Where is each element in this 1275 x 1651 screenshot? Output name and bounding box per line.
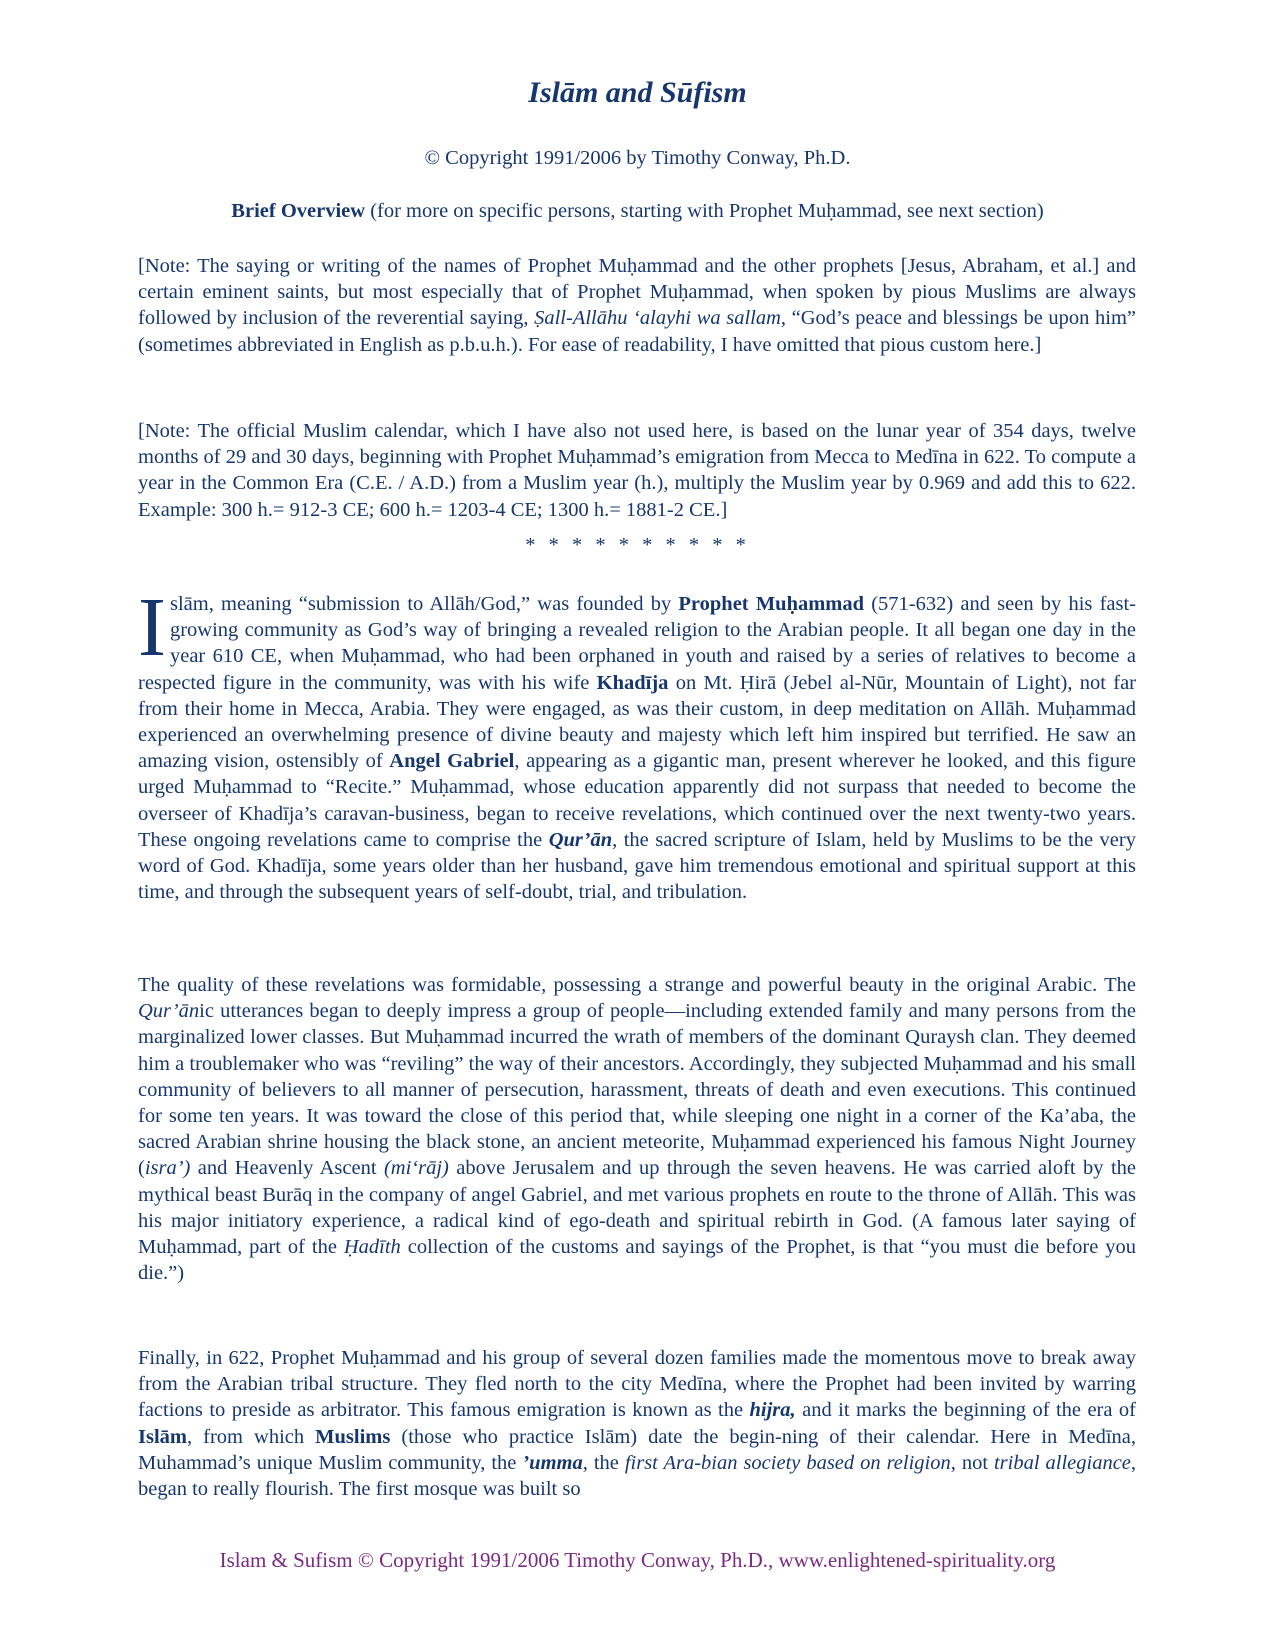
italic-term: (mi‘rāj): [383, 1157, 449, 1180]
paragraph-founding: [138, 581, 1137, 905]
section-separator: * * * * * * * * * *: [525, 534, 750, 556]
copyright-line: © Copyright 1991/2006 by Timothy Conway, Ph.D.: [424, 147, 851, 169]
paragraph-text: , not: [950, 1451, 994, 1474]
note-honorific: [138, 253, 1136, 358]
bold-term: Khadīja: [596, 671, 669, 694]
paragraph-text: and Heavenly Ascent: [190, 1157, 384, 1180]
paragraph-text: The quality of these revelations was formidable, possessing a strange and powerful beauty in the original Arabic. The: [138, 974, 1136, 996]
bold-term: Prophet Muḥammad: [678, 593, 865, 615]
bold-italic-term: hijra,: [749, 1399, 796, 1422]
paragraph-text: (571-632) and seen by his fast-growing community as God’s way of bringing a revealed religion to the Arabian people. It all began one day in the year 610 CE, when Muḥammad, who had been orphaned in youth and raised by a series of relatives to become a respected figure in the community, was with his wife: [138, 593, 1136, 694]
italic-term: tribal allegiance: [993, 1451, 1131, 1474]
bold-italic-term: Qur’ān: [548, 828, 613, 851]
bold-term: Islām: [138, 1425, 187, 1448]
page-title: Islām and Sūfism: [528, 76, 747, 109]
overview-subtext: (for more on specific persons, starting with Prophet Muḥammad, see next section): [365, 200, 1044, 222]
paragraph-text: ic utterances began to deeply impress a group of people—including extended family and many persons from the marginalized lower classes. But Muḥammad incurred the wrath of members of the dominant Quraysh clan. They deemed him a troublemaker who was “reviling” the way of their ancestors. Accordingly, they subjected Muḥammad and his small community of believers to all manner of persecution, harassment, threats of death and even executions. This continued for some ten years. It was toward the close of this period that, while sleeping one night in a corner of the Ka’aba, the sacred Arabian shrine housing the black stone, an ancient meteorite, Muḥammad experienced his famous Night Journey (: [138, 1000, 1136, 1180]
paragraph-text: , the sacred scripture of Islam, held by Muslims to be the very word of God. Khadīja, some years older than her husband, gave him tremendous emotional and spiritual support at this time, and through the subsequent years of self-doubt, trial, and tribulation.: [138, 828, 1136, 904]
page-footer: Islam & Sufism © Copyright 1991/2006 Timothy Conway, Ph.D., www.enlightened-spirituality.org: [219, 1548, 1056, 1572]
note-text: [Note: The saying or writing of the names of Prophet Muḥammad and the other prophets [Jesus, Abraham, et al.] and certain eminent saints, but most especially that of Prophet Muḥammad, when spoken by pious Muslims are always followed by inclusion of the reverential saying,: [138, 255, 1136, 330]
paragraph-text: , began to really flourish. The first mosque was built so: [138, 1451, 1137, 1501]
bold-italic-term: ’umma: [522, 1451, 583, 1474]
note-text: , “God’s peace and blessings be upon him” (sometimes abbreviated in English as p.b.u.h.). For ease of readability, I have omitted that pious custom here.]: [138, 307, 1136, 356]
paragraph-text: above Jerusalem and up through the seven heavens. He was carried aloft by the mythical beast Burāq in the company of angel Gabriel, and met various prophets en route to the throne of Allāh. This was his major initiatory experience, a radical kind of ego-death and spiritual rebirth in God. (A famous later saying of Muḥammad, part of the: [138, 1157, 1136, 1259]
paragraph-text: on Mt. Ḥirā (Jebel al-Nūr, Mountain of Light), not far from their home in Mecca, Arabia. They were engaged, as was their custom, in deep meditation on Allāh. Muḥammad experienced an overwhelming presence of divine beauty and majesty which left him inspired but terrified. He saw an amazing vision, ostensibly of: [138, 671, 1137, 773]
note-calendar: [Note: The official Muslim calendar, which I have also not used here, is based on the lunar year of 354 days, twelve months of 29 and 30 days, beginning with Prophet Muḥammad’s emigration from Mecca to Medīna in 622. To compute a year in the Common Era (C.E. / A.D.) from a Muslim year (h.), multiply the Muslim year by 0.969 and add this to 622. Example: 300 h.= 912-3 CE; 600 h.= 1203-4 CE; 1300 h.= 1881-2 CE.]: [138, 420, 1136, 521]
note-italic: Ṣall-Allāhu ‘alayhi wa sallam: [534, 307, 781, 330]
paragraph-text: , from which: [186, 1425, 316, 1448]
paragraph-text: , appearing as a gigantic man, present wherever he looked, and this figure urged Muḥammad to “Recite.” Muḥammad, whose education apparently did not surpass that needed to become the overseer of Khadīja’s caravan-business, began to receive revelations, which continued over the next twenty-two years. These ongoing revelations came to comprise the: [138, 750, 1136, 851]
paragraph-text: , the: [582, 1451, 625, 1474]
italic-term: first Ara-bian society based on religion: [624, 1451, 951, 1474]
bold-term: Angel Gabriel: [389, 750, 515, 773]
overview-line: [0, 200, 1275, 223]
paragraph-text: (those who practice Islām) date the begin-ning of their calendar. Here in Medīna, Muhammad’s unique Muslim community, the: [138, 1425, 1137, 1474]
italic-term: Qur’ān: [138, 1000, 200, 1023]
bold-term: Muslims: [315, 1425, 391, 1448]
paragraph-text: and it marks the beginning of the era of: [795, 1399, 1136, 1422]
overview-heading: Brief Overview: [231, 200, 366, 222]
paragraph-text: slām, meaning “submission to Allāh/God,” was founded by: [169, 593, 679, 615]
paragraph-text: collection of the customs and sayings of the Prophet, is that “you must die before you die.”): [138, 1236, 1137, 1285]
drop-cap: I: [138, 581, 166, 674]
paragraph-hijra: [138, 1345, 1136, 1502]
paragraph-revelations: [138, 972, 1136, 1286]
italic-term: isra’): [144, 1157, 191, 1180]
paragraph-text: Finally, in 622, Prophet Muḥammad and his group of several dozen families made the momentous move to break away from the Arabian tribal structure. They fled north to the city Medīna, where the Prophet had been invited by warring factions to preside as arbitrator. This famous emigration is known as the: [138, 1347, 1136, 1422]
italic-term: Ḥadīth: [343, 1236, 401, 1259]
